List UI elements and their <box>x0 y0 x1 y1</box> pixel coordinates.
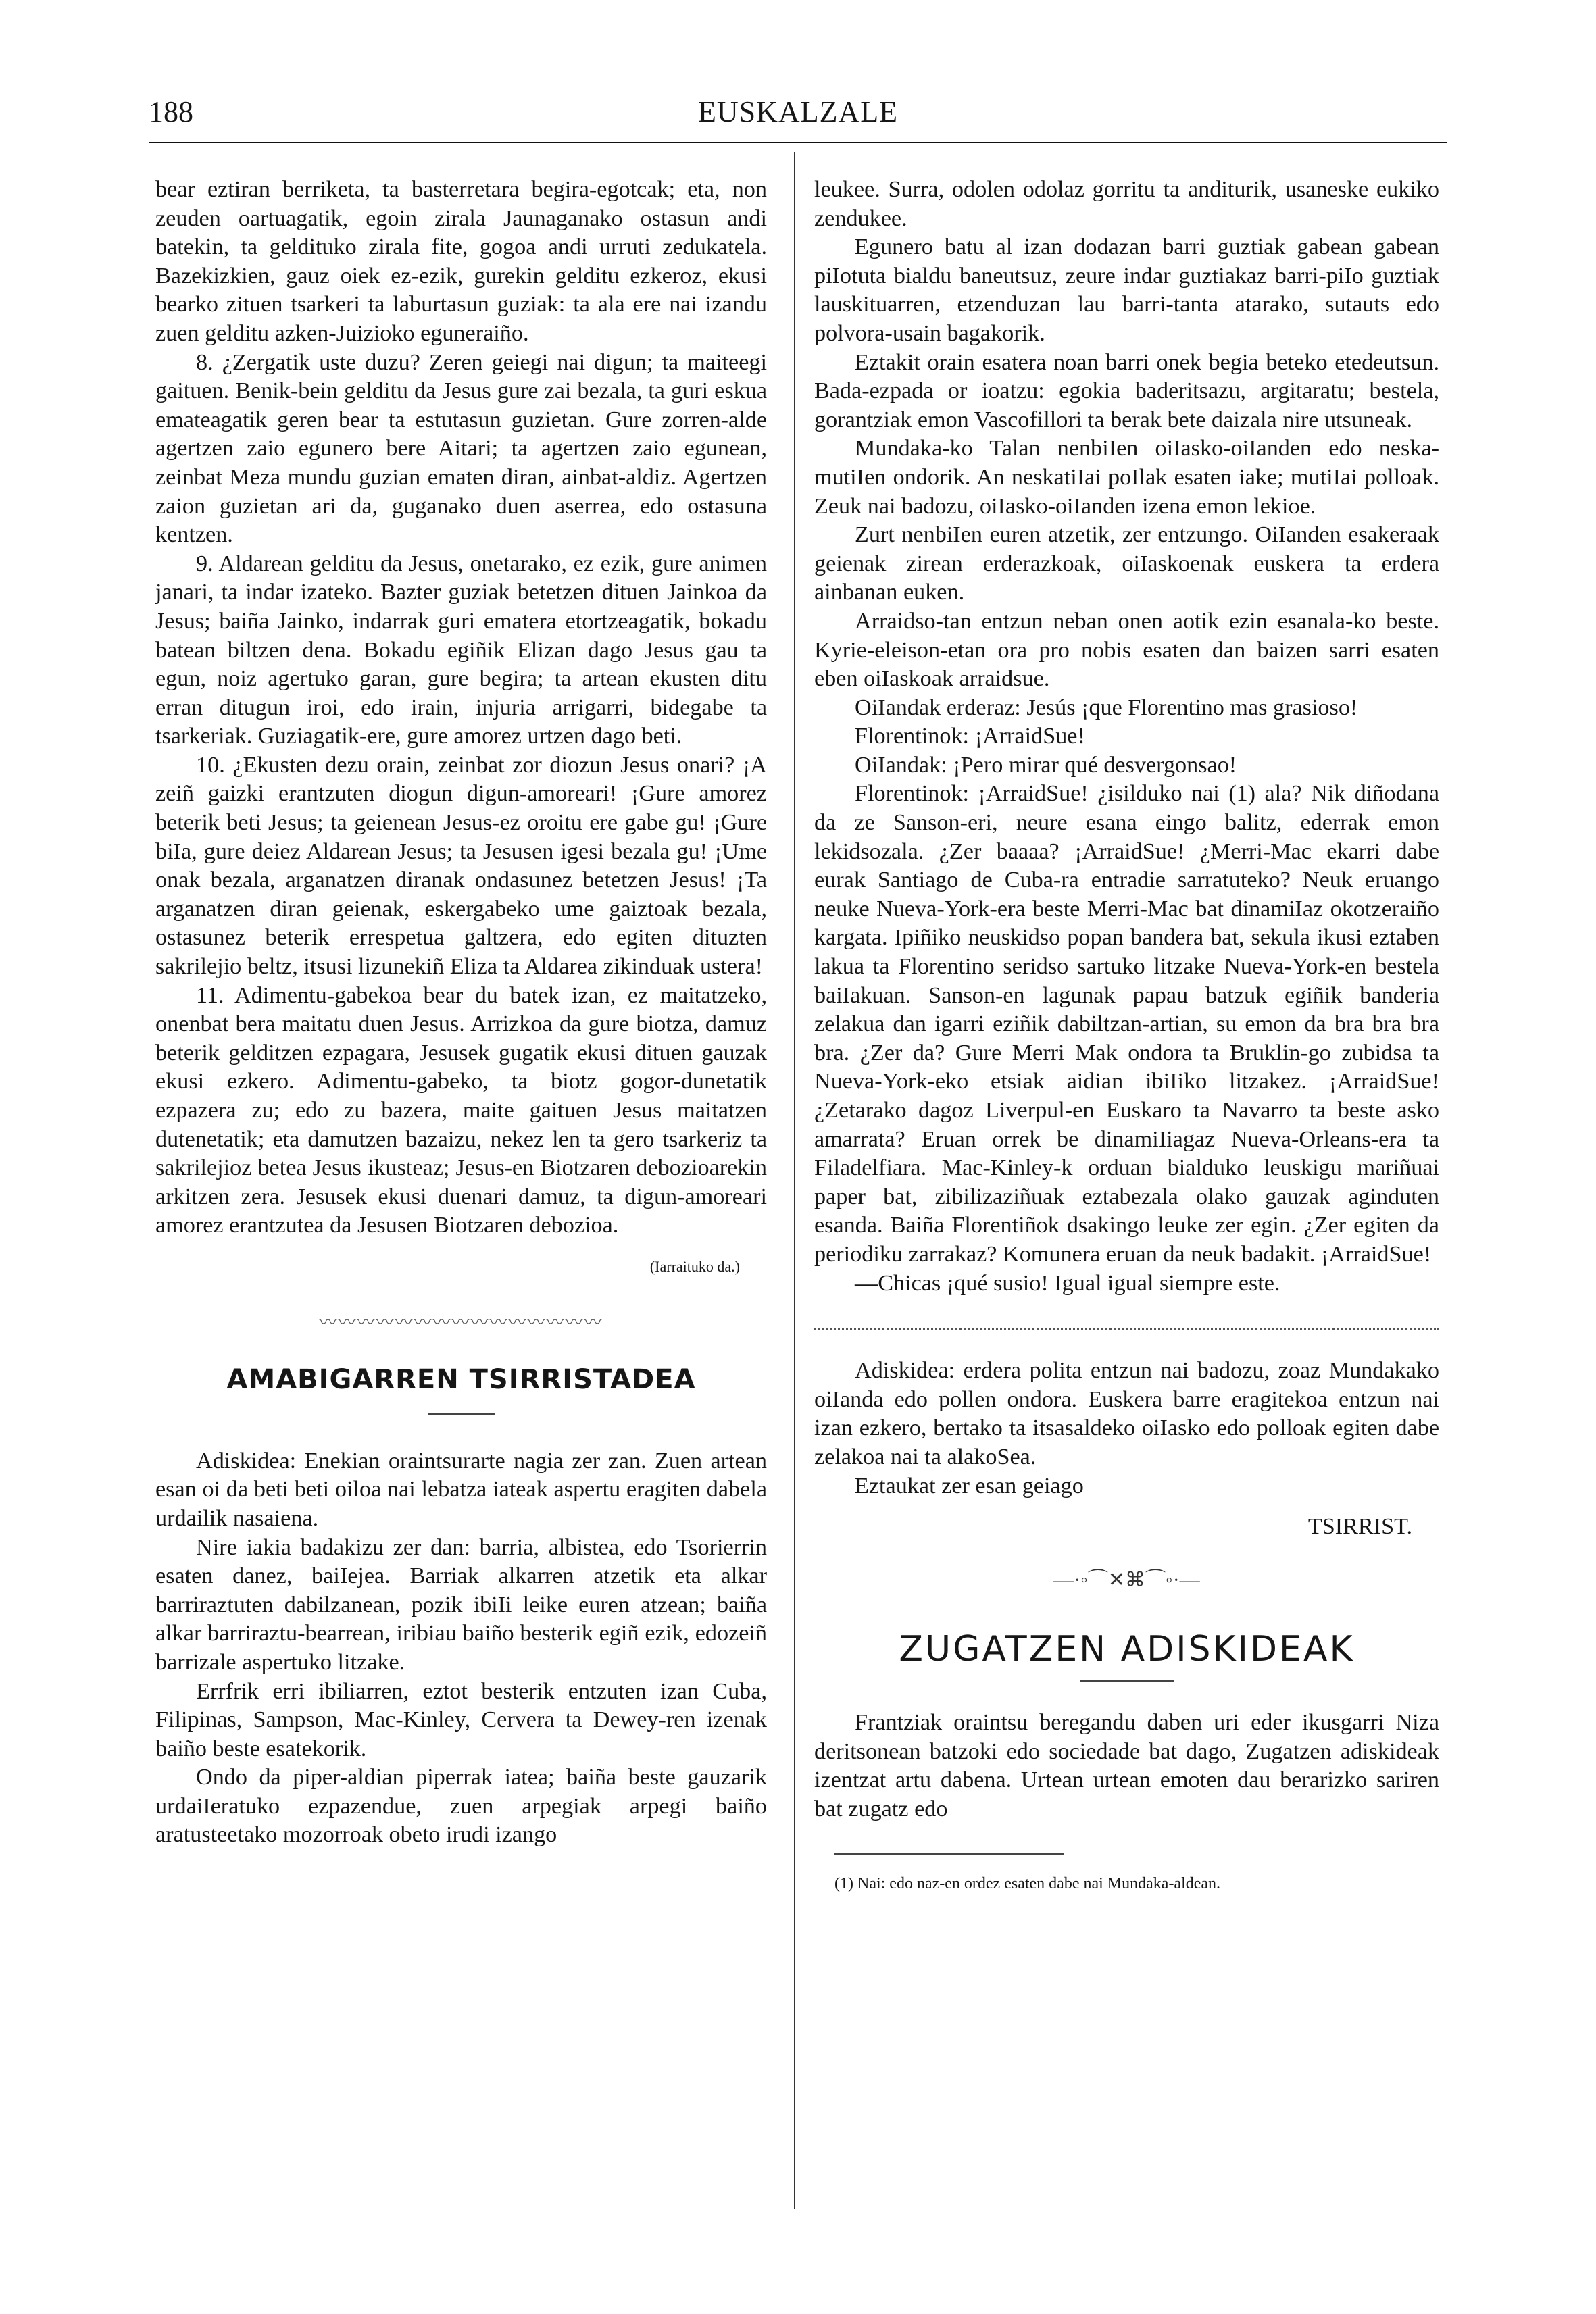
paragraph: Adiskidea: erdera polita entzun nai badozu, zoaz Mundakako oiIanda edo pollen ondora. Euskera barre eragitekoa entzun nai izan ezkero, bertako ta itsasaldeko oiIasko edo polloak egiten dabe zelakoa nai ta alakoSea. <box>814 1358 1439 1469</box>
paragraph: 8. ¿Zergatik uste duzu? Zeren geiegi nai digun; ta maiteegi gaituen. Benik-bein gelditu da Jesus gure zai bezala, ta guri eskua emateagatik geren bear ta estutasun guzietan. Gure zorren-alde agertzen zaio egunero bere Aitari; ta agertzen zaio egunean, zeinbat Meza mundu guzian ematen diran, ainbat-aldiz. Agertzen zaion guzietan ari da, guganako duen aserrea, edo ostasuna kentzen. <box>155 349 767 548</box>
paragraph: Mundaka-ko Talan nenbiIen oiIasko-oiIanden edo neska-mutiIen ondorik. An neskatiIai poIlak esaten iake; mutiIai polloak. Zeuk nai badozu, oiIasko-oiIanden izena emon lekioe. <box>814 436 1439 519</box>
paragraph: Florentinok: ¡ArraidSue! <box>855 724 1085 749</box>
paragraph: Arraidso-tan entzun neban onen aotik ezin esanala-ko beste. Kyrie-eleison-etan ora pro nobis esaten dan baizen sarri esaten eben oiIaskoak arraidsue. <box>814 608 1439 692</box>
section-title: AMABIGARREN TSIRRISTADEA <box>226 1364 696 1396</box>
page-header <box>149 95 1447 135</box>
title-rule <box>428 1413 495 1415</box>
paragraph: Egunero batu al izan dodazan barri guztiak gabean gabean piIotuta bialdu baneutsuz, zeure indar guztiakaz barri-piIo guztiak lauskituarren, etzenduzan lau barri-tanta atarako, sutauts edo polvora-usain bagakorik. <box>814 234 1439 346</box>
footnote: (1) Nai: edo naz-en ordez esaten dabe nai Mundaka-aldean. <box>834 1875 1221 1893</box>
paragraph: OiIandak: ¡Pero mirar qué desvergonsao! <box>855 752 1237 778</box>
paragraph: Nire iakia badakizu zer dan: barria, albistea, edo Tsorierrin esaten danez, baiIejea. Barriak alkarren atzetik eta alkar barriraztuten dabilzanean, pozik ibiIi leike euren atzean; baiña alkar barriraztu-bearrean, iribiau baiño besterik egiñ ezik, edozeiñ barrizale aspertuko litzake. <box>155 1534 767 1675</box>
paragraph: Frantziak oraintsu beregandu daben uri eder ikusgarri Niza deritsonean batzoki edo sociedade bat dago, Zugatzen adiskideak izentzat artu dabena. Urtean urtean emoten dau berarizko sariren bat zugatz edo <box>814 1709 1439 1821</box>
running-title: EUSKALZALE <box>698 95 898 128</box>
paragraph: 9. Aldarean gelditu da Jesus, onetarako, ez ezik, gure animen janari, ta indar izateko. Bazter guziak betetzen dituen Jainkoa da Jesus; baiña Jainko, indarrak guri ematera etortzeagatik, bokadu batean biltzen dena. Bokadu egiñik Elizan dago Jesus gau ta egun, noiz agertuko garan, gure begira; ta artean ekusten ditu erran ditugun iroi, edo irain, injuria arrigarri, bidegabe ta tsarkeriak. Guziagatik-ere, gure amorez urtzen dago beti. <box>155 551 767 749</box>
ornament-separator: —·◦⌒✕⌘⌒◦·— <box>1053 1568 1200 1591</box>
left-column <box>155 176 767 1850</box>
signature: TSIRRIST. <box>1307 1514 1412 1540</box>
title-rule <box>1080 1680 1174 1682</box>
paragraph: 10. ¿Ekusten dezu orain, zeinbat zor diozun Jesus onari? ¡A zeiñ gaizki erantzuten diogun digun-amoreari! ¡Gure amorez beterik beti Jesus; ta geienean Jesus-ez oroitu ere gabe gu! ¡Gure biIa, gure deiez Aldarean Jesus; ta Jesusen igesi bezala gu! ¡Ume onak bezala, arganatzen diranak ondasunez betetzen Jesus! ¡Ta arganatzen diran geienak, eskergabeko ume gaiztoak bezala, ostasunez beterik errespetua galtzera, edo egiten dituzten sakrilejio beltz, itsusi lizunekiñ Eliza ta Aldarea zikinduak ustera! <box>155 752 767 980</box>
paragraph: Zurt nenbiIen euren atzetik, zer entzungo. OiIanden esakeraak geienak zirean erderazkoak, oiIaskoenak euskera ta erdera ainbanan euken. <box>814 522 1439 605</box>
paragraph: 11. Adimentu-gabekoa bear du batek izan, ez maitatzeko, onenbat bera maitatu duen Jesus. Arrizkoa da gure biotza, damuz beterik gelditzen ezpagara, Jesusek gugatik ekusi dituen gauzak ekusi ezkero. Adimentu-gabeko, ta biotz gogor-dunetatik ezpazera zu; edo zu bazera, maite gaituen Jesus maitatzen dutenetatik; eta damutzen bazaizu, nekez len ta gero tsarkeriz ta sakrilejioz betea Jesus ikusteaz; Jesus-en Biotzaren debozioarekin arkitzen zera. Jesusek ekusi duenari damuz, ta digun-amoreari amorez erantzutea da Jesusen Biotzaren debozioa. <box>155 982 767 1238</box>
wavy-separator: 〰〰〰〰〰〰〰〰〰〰〰〰〰〰〰 <box>319 1312 603 1332</box>
paragraph: Eztaukat zer esan geiago <box>855 1473 1084 1499</box>
paragraph: Eztakit orain esatera noan barri onek begia beteko etedeutsun. Bada-ezpada or ioatzu: egokia baderitsazu, argitaratu; bestela, gorantziak emon Vascofillori ta berak bete daizala nire utsuneak. <box>814 349 1439 432</box>
paragraph: Errfrik erri ibiliarren, eztot besterik entzuten izan Cuba, Filipinas, Sampson, Mac-Kinley, Cervera ta Dewey-ren izenak baiño beste esatekorik. <box>155 1678 767 1761</box>
paragraph: bear eztiran berriketa, ta basterretara begira-egotcak; eta, non zeuden oartuagatik, egoin zirala Jaunaganako ostasun andi batekin, ta geldituko zirala fite, gogoa andi urruti zedukatela. Bazekizkien, gauz oiek ez-ezik, gurekin gelditu ezkeroz, ekusi bearko zituen tsarkeri ta laburtasun guziak: ta ala ere nai izandu zuen gelditu azken-Juizioko eguneraiño. <box>155 177 767 346</box>
footnote-rule <box>834 1853 1064 1855</box>
paragraph: Ondo da piper-aldian piperrak iatea; baiña beste gauzarik urdaiIeratuko ezpazendue, zuen arpegiak arpegi baiño aratusteetako mozorroak obeto irudi izango <box>155 1765 767 1848</box>
paragraph: OiIandak erderaz: Jesús ¡que Florentino mas grasioso! <box>855 695 1358 720</box>
paragraph: Adiskidea: Enekian oraintsurarte nagia zer zan. Zuen artean esan oi da beti beti oiloa nai lebatza iateak aspertu eragiten dabela urdailik nasaiena. <box>155 1448 767 1531</box>
continued-note: (Iarraituko da.) <box>649 1257 740 1275</box>
section-title: ZUGATZEN ADISKIDEAK <box>899 1629 1355 1670</box>
paragraph: —Chicas ¡qué susio! Igual igual siempre este. <box>855 1270 1280 1296</box>
paragraph: leukee. Surra, odolen odolaz gorritu ta anditurik, usaneske eukiko zendukee. <box>814 177 1439 231</box>
header-rule <box>149 142 1447 143</box>
dotted-separator <box>814 1328 1439 1330</box>
paragraph: Florentinok: ¡ArraidSue! ¿isilduko nai (1) ala? Nik diñodana da ze Sanson-eri, neure esana eingo balitz, ederrak emon lekidsozala. ¿Zer baaaa? ¡ArraidSue! ¿Merri-Mac ekarri dabe eurak Santiago de Cuba-ra entradie sarratuteko? Neuk eruango neuke Nueva-York-era beste Merri-Mac bat dinamiIaz okotzeraiño kargata. Ipiñiko neuskidso popan bandera bat, sekula ikusi eztaben lakua ta Florentino seridso sartuko litzake Nueva-York-en bestela baiIakuan. Sanson-en lagunak papau batzuk egiñik banderia zelakua dan igarri eziñik dabiltzan-artian, su emon da bra bra bra bra. ¿Zer da? Gure Merri Mak ondora ta Bruklin-go zubidsa ta Nueva-York-eko etsiak aidian ibiIiko litzakez. ¡ArraidSue! ¿Zetarako dagoz Liverpul-en Euskaro ta Navarro ta beste asko amarrata? Eruan orrek be dinamiIiagaz Nueva-Orleans-era ta Filadelfiara. Mac-Kinley-k orduan bialduko leuskigu mariñuai paper bat, zibilizaziñuak eztabezala olako gauzak aginduten esanda. Baiña Florentiñok dsakingo leuke zer egin. ¿Zer egiten da periodiku zarrakaz? Komunera eruan da neuk badakit. ¡ArraidSue! <box>814 781 1439 1267</box>
column-divider <box>794 152 795 2209</box>
page-number: 188 <box>149 95 193 128</box>
right-column <box>814 176 1439 1894</box>
